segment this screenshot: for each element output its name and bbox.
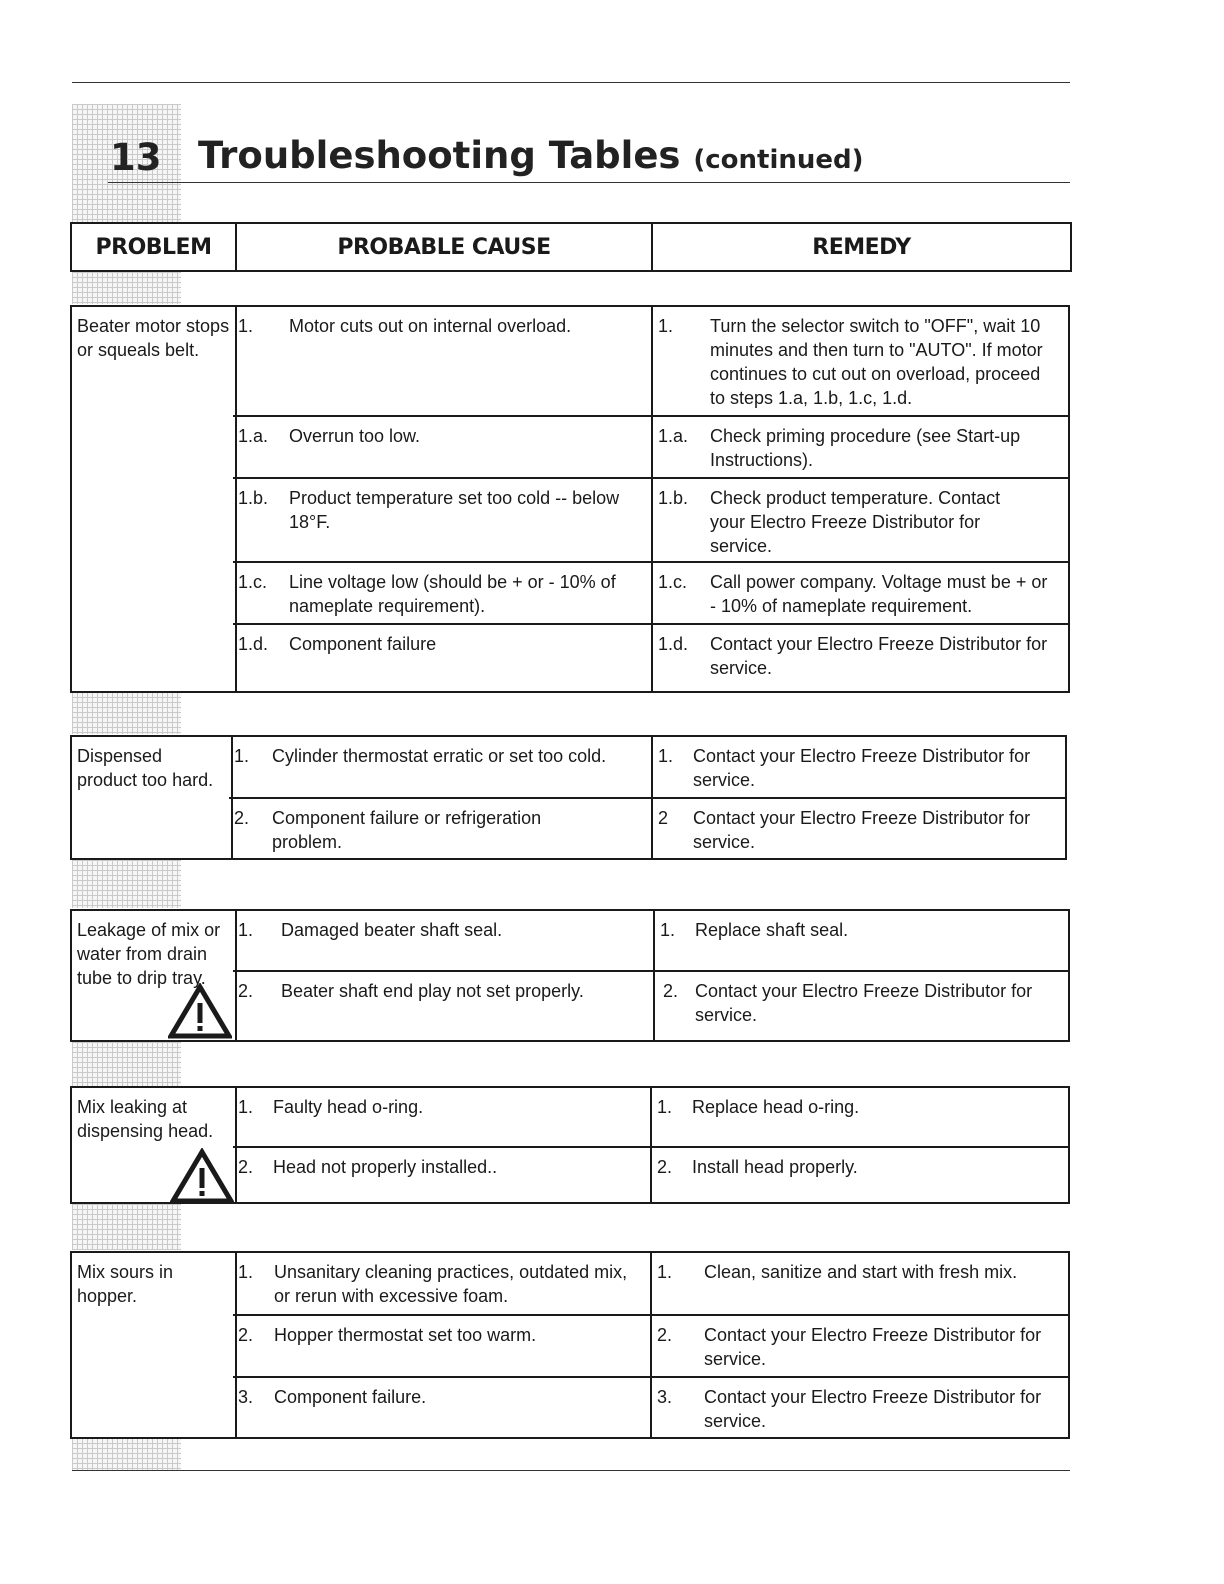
remedy-text: Contact your Electro Freeze Distributor for service. xyxy=(704,1325,1042,1369)
remedy-text: Contact your Electro Freeze Distributor for service. xyxy=(704,1387,1042,1431)
remedy-text: Check product temperature. Contact your Electro Freeze Distributor for service. xyxy=(710,488,1001,556)
cause-cell xyxy=(233,625,653,691)
section-number: 13 xyxy=(110,136,162,179)
remedy-number: 1. xyxy=(657,1262,673,1282)
remedy-number: 1.a. xyxy=(658,426,689,446)
section-title-continued: (continued) xyxy=(693,145,864,175)
warning-icon xyxy=(170,1148,234,1204)
column-header xyxy=(70,222,1072,272)
cause-cell xyxy=(233,563,653,625)
cause-number: 1. xyxy=(238,1097,254,1117)
remedy-text: Turn the selector switch to "OFF", wait 10 minutes and then turn to "AUTO". If motor continues to cut out on overload, proceed to steps 1.a, 1.b, 1.c, 1.d. xyxy=(710,316,1043,408)
table-dispensed-hard xyxy=(70,735,1067,860)
table-row xyxy=(233,623,1068,691)
cause-number: 3. xyxy=(238,1387,254,1407)
remedy-text: Clean, sanitize and start with fresh mix. xyxy=(704,1262,1018,1282)
remedy-cell xyxy=(653,799,1065,858)
cause-number: 2. xyxy=(238,981,254,1001)
remedy-cell xyxy=(653,563,1068,625)
cause-text: Component failure xyxy=(289,634,437,654)
remedy-cell xyxy=(655,972,1068,1040)
table-row xyxy=(229,737,1065,799)
table-row xyxy=(233,307,1068,417)
remedy-number: 2. xyxy=(657,1157,673,1177)
table-row xyxy=(233,477,1068,563)
table-row xyxy=(233,1376,1068,1437)
remedy-cell xyxy=(652,1088,1068,1148)
top-rule xyxy=(72,82,1070,83)
cause-text: Faulty head o-ring. xyxy=(273,1097,424,1117)
cause-cell xyxy=(233,479,653,563)
remedy-cell xyxy=(653,737,1065,799)
remedy-text: Contact your Electro Freeze Distributor for service. xyxy=(693,746,1031,790)
grid-strip-6 xyxy=(72,1438,181,1470)
remedy-number: 1. xyxy=(658,316,674,336)
cause-cell xyxy=(233,1148,652,1202)
remedy-cell xyxy=(653,625,1068,691)
remedy-text: Replace shaft seal. xyxy=(695,920,849,940)
cause-text: Head not properly installed.. xyxy=(273,1157,498,1177)
table-mix-sours xyxy=(70,1251,1070,1439)
cause-number: 1.c. xyxy=(238,572,268,592)
cause-text: Motor cuts out on internal overload. xyxy=(289,316,572,336)
remedy-number: 2. xyxy=(657,1325,673,1345)
table-row xyxy=(233,911,1068,972)
remedy-text: Call power company. Voltage must be + or - 10% of nameplate requirement. xyxy=(710,572,1048,616)
cause-cell xyxy=(233,911,655,972)
remedy-number: 1.c. xyxy=(658,572,688,592)
header-remedy: REMEDY xyxy=(812,234,911,260)
remedy-number: 2. xyxy=(663,981,679,1001)
problem-cell: Beater motor stops or squeals belt. xyxy=(72,307,237,691)
remedy-text: Check priming procedure (see Start-up Instructions). xyxy=(710,426,1021,470)
cause-number: 1.b. xyxy=(238,488,269,508)
bottom-rule xyxy=(72,1470,1070,1471)
cause-number: 2. xyxy=(234,808,250,828)
remedy-number: 1. xyxy=(658,746,674,766)
cause-cell xyxy=(233,417,653,479)
remedy-cell xyxy=(653,417,1068,479)
cause-number: 2. xyxy=(238,1325,254,1345)
remedy-number: 1. xyxy=(660,920,676,940)
grid-strip-4 xyxy=(72,1042,181,1086)
warning-icon xyxy=(168,983,232,1039)
cause-cell xyxy=(233,1253,652,1316)
title-underline xyxy=(108,182,1070,183)
cause-cell xyxy=(229,799,653,858)
cause-text: Cylinder thermostat erratic or set too cold. xyxy=(272,746,607,766)
cause-text: Beater shaft end play not set properly. xyxy=(281,981,584,1001)
section-title xyxy=(198,134,864,177)
cause-text: Overrun too low. xyxy=(289,426,421,446)
table-row xyxy=(233,1088,1068,1148)
table-leakage xyxy=(70,909,1070,1042)
cause-cell xyxy=(233,1378,652,1437)
table-row xyxy=(233,1253,1068,1316)
section-title-text: Troubleshooting Tables xyxy=(198,134,681,177)
table-row xyxy=(233,561,1068,625)
cause-text: Damaged beater shaft seal. xyxy=(281,920,503,940)
problem-text: Mix leaking at dispensing head. xyxy=(77,1097,214,1141)
remedy-text: Replace head o-ring. xyxy=(692,1097,860,1117)
table-row xyxy=(233,415,1068,479)
header-problem: PROBLEM xyxy=(72,224,237,270)
cause-number: 1.a. xyxy=(238,426,269,446)
remedy-cell xyxy=(652,1253,1068,1316)
header-cause: PROBABLE CAUSE xyxy=(237,224,653,270)
cause-number: 1.d. xyxy=(238,634,269,654)
table-beater-motor xyxy=(70,305,1070,693)
table-row xyxy=(229,797,1065,858)
remedy-text: Contact your Electro Freeze Distributor for service. xyxy=(693,808,1031,852)
remedy-cell xyxy=(652,1316,1068,1378)
cause-number: 1. xyxy=(238,920,254,940)
table-row xyxy=(233,1146,1068,1202)
remedy-text: Contact your Electro Freeze Distributor for service. xyxy=(710,634,1048,678)
cause-cell xyxy=(233,1088,652,1148)
remedy-number: 1.b. xyxy=(658,488,689,508)
table-mix-leaking xyxy=(70,1086,1070,1204)
cause-cell xyxy=(229,737,653,799)
remedy-cell xyxy=(655,911,1068,972)
cause-text: Hopper thermostat set too warm. xyxy=(274,1325,537,1345)
cause-number: 1. xyxy=(238,1262,254,1282)
cause-text: Line voltage low (should be + or - 10% of nameplate requirement). xyxy=(289,572,616,616)
grid-strip-5 xyxy=(72,1204,181,1250)
cause-text: Unsanitary cleaning practices, outdated mix, or rerun with excessive foam. xyxy=(274,1262,628,1306)
remedy-number: 1. xyxy=(657,1097,673,1117)
problem-text: Leakage of mix or water from drain tube to drip tray. xyxy=(77,920,221,988)
problem-cell: Mix sours in hopper. xyxy=(72,1253,237,1437)
cause-cell xyxy=(233,972,655,1040)
remedy-number: 1.d. xyxy=(658,634,689,654)
remedy-cell xyxy=(653,479,1068,563)
remedy-number: 2 xyxy=(658,808,669,828)
table-row xyxy=(233,1314,1068,1378)
remedy-cell xyxy=(652,1378,1068,1437)
grid-strip-1 xyxy=(72,272,181,304)
remedy-cell xyxy=(652,1148,1068,1202)
cause-text: Product temperature set too cold -- below 18°F. xyxy=(289,488,620,532)
cause-number: 2. xyxy=(238,1157,254,1177)
remedy-cell xyxy=(653,307,1068,417)
cause-text: Component failure or refrigeration problem. xyxy=(272,808,542,852)
cause-cell xyxy=(233,1316,652,1378)
grid-strip-2 xyxy=(72,692,181,734)
grid-strip-3 xyxy=(72,860,181,908)
cause-cell xyxy=(233,307,653,417)
cause-text: Component failure. xyxy=(274,1387,427,1407)
remedy-text: Install head properly. xyxy=(692,1157,858,1177)
problem-cell: Dispensed product too hard. xyxy=(72,737,233,858)
remedy-number: 3. xyxy=(657,1387,673,1407)
cause-number: 1. xyxy=(238,316,254,336)
cause-number: 1. xyxy=(234,746,250,766)
remedy-text: Contact your Electro Freeze Distributor for service. xyxy=(695,981,1033,1025)
table-row xyxy=(233,970,1068,1040)
